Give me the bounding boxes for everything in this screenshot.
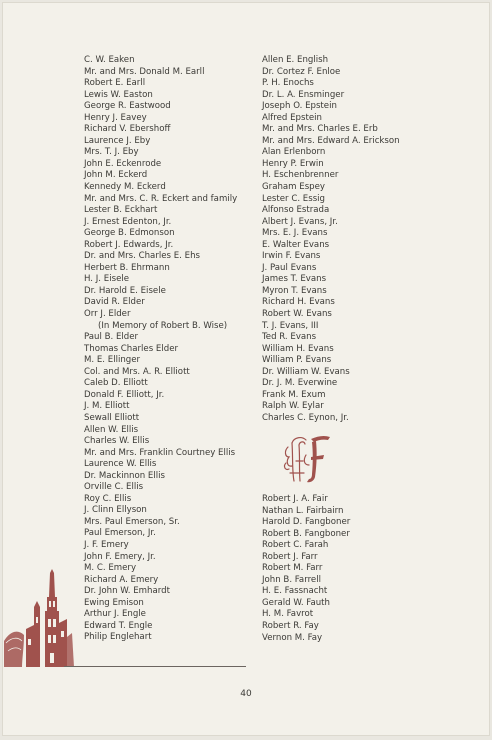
list-item: George B. Edmonson (84, 228, 175, 239)
list-item: J. Clinn Ellyson (84, 505, 147, 516)
list-item: Harold D. Fangboner (262, 517, 351, 528)
list-item: Dr. Harold E. Eisele (84, 285, 166, 296)
list-item: John B. Farrell (262, 574, 321, 585)
page-number: 40 (240, 689, 252, 699)
list-item: George R. Eastwood (84, 101, 171, 112)
list-item: Donald F. Elliott, Jr. (84, 389, 165, 400)
list-item: Paul Emerson, Jr. (84, 528, 156, 539)
list-item: T. J. Evans, III (262, 320, 319, 331)
right-name-column-f (262, 494, 350, 644)
list-item: Orville C. Ellis (84, 482, 144, 493)
list-item: Henry J. Eavey (84, 112, 147, 123)
list-item: Richard V. Ebershoff (84, 124, 171, 135)
left-name-column (84, 55, 237, 644)
list-item: Lester C. Essig (262, 193, 326, 204)
list-item: Dr. Mackinnon Ellis (84, 470, 165, 481)
list-item: H. M. Favrot (262, 609, 314, 620)
list-item: Nathan L. Fairbairn (262, 505, 344, 516)
list-item: Lewis W. Easton (84, 89, 153, 100)
memorial-note: (In Memory of Robert B. Wise) (98, 320, 228, 331)
list-item: Joseph O. Epstein (262, 101, 337, 112)
list-item: M. E. Ellinger (84, 355, 141, 366)
list-item: Robert C. Farah (262, 540, 329, 551)
list-item: Laurence W. Ellis (84, 459, 157, 470)
list-item: Alan Erlenborn (262, 147, 326, 158)
list-item: Alfonso Estrada (262, 205, 330, 216)
list-item: Roy C. Ellis (84, 493, 132, 504)
list-item: Charles W. Ellis (84, 436, 150, 447)
list-item: Graham Espey (262, 182, 326, 193)
list-item: J. Ernest Edenton, Jr. (84, 216, 172, 227)
list-item: John E. Eckenrode (84, 158, 162, 169)
list-item: Dr. L. A. Ensminger (262, 89, 345, 100)
list-item: Herbert B. Ehrmann (84, 262, 170, 273)
list-item: Frank M. Exum (262, 389, 326, 400)
list-item: Mrs. T. J. Eby (84, 147, 139, 158)
list-item: Mr. and Mrs. Donald M. Earll (84, 66, 205, 77)
list-item: William P. Evans (262, 355, 332, 366)
illuminated-letter-f-icon (280, 433, 334, 485)
list-item: Thomas Charles Elder (84, 343, 179, 354)
list-item: M. C. Emery (84, 563, 137, 574)
list-item: Ralph W. Eylar (262, 401, 324, 412)
list-item: Robert J. Edwards, Jr. (84, 239, 174, 250)
list-item: Robert W. Evans (262, 309, 332, 320)
list-item: H. J. Eisele (84, 274, 130, 285)
list-item: Mr. and Mrs. Franklin Courtney Ellis (84, 447, 236, 458)
list-item: Henry P. Erwin (262, 158, 324, 169)
list-item: J. M. Elliott (84, 401, 130, 412)
list-item: Mr. and Mrs. C. R. Eckert and family (84, 193, 238, 204)
footer-rule (64, 666, 246, 667)
list-item: Philip Englehart (84, 632, 152, 643)
list-item: Richard H. Evans (262, 297, 335, 308)
list-item: Robert E. Earll (84, 78, 146, 89)
list-item: Sewall Elliott (84, 412, 140, 423)
list-item: Allen E. English (262, 55, 329, 65)
list-item: Paul B. Elder (84, 332, 139, 343)
list-item: Orr J. Elder (84, 309, 131, 320)
list-item: Mr. and Mrs. Charles E. Erb (262, 124, 378, 135)
list-item: Vernon M. Fay (262, 632, 323, 643)
list-item: Robert J. A. Fair (262, 494, 328, 504)
list-item: Albert J. Evans, Jr. (262, 216, 338, 227)
list-item: Dr. Cortez F. Enloe (262, 66, 341, 77)
list-item: Ewing Emison (84, 597, 144, 608)
list-item: Dr. William W. Evans (262, 366, 350, 377)
list-item: David R. Elder (84, 297, 145, 308)
list-item: Dr. John W. Emhardt (84, 586, 170, 597)
list-item: Mr. and Mrs. Edward A. Erickson (262, 135, 400, 146)
list-item: C. W. Eaken (84, 55, 135, 65)
list-item: Lester B. Eckhart (84, 205, 158, 216)
list-item: Mrs. Paul Emerson, Sr. (84, 516, 180, 527)
list-item: Robert J. Farr (262, 551, 318, 562)
church-steeple-icon (4, 567, 76, 667)
list-item: H. Eschenbrenner (262, 170, 339, 181)
list-item: J. Paul Evans (262, 262, 317, 273)
list-item: Mrs. E. J. Evans (262, 228, 328, 239)
list-item: Alfred Epstein (262, 112, 322, 123)
list-item: P. H. Enochs (262, 78, 314, 89)
list-item: Myron T. Evans (262, 285, 327, 296)
list-item: Irwin F. Evans (262, 251, 321, 262)
list-item: E. Walter Evans (262, 239, 330, 250)
list-item: Caleb D. Elliott (84, 378, 148, 389)
list-item: Laurence J. Eby (84, 135, 151, 146)
list-item: John M. Eckerd (84, 170, 148, 181)
list-item: Robert R. Fay (262, 621, 319, 632)
list-item: Gerald W. Fauth (262, 597, 330, 608)
list-item: William H. Evans (262, 343, 334, 354)
list-item: Col. and Mrs. A. R. Elliott (84, 366, 190, 377)
list-item: Dr. and Mrs. Charles E. Ehs (84, 251, 200, 262)
list-item: Robert M. Farr (262, 563, 323, 574)
list-item: Edward T. Engle (84, 620, 153, 631)
list-item: Arthur J. Engle (84, 609, 146, 620)
list-item: Charles C. Eynon, Jr. (262, 412, 349, 423)
list-item: John F. Emery, Jr. (84, 551, 156, 562)
list-item: Ted R. Evans (262, 332, 317, 343)
list-item: Richard A. Emery (84, 574, 159, 585)
right-name-column-e (262, 55, 400, 425)
list-item: Dr. J. M. Everwine (262, 378, 338, 389)
list-item: James T. Evans (262, 274, 327, 285)
list-item: J. F. Emery (84, 539, 129, 550)
list-item: H. E. Fassnacht (262, 586, 328, 597)
list-item: Robert B. Fangboner (262, 528, 350, 539)
list-item: Allen W. Ellis (84, 424, 139, 435)
list-item: Kennedy M. Eckerd (84, 182, 166, 193)
document-page (2, 2, 490, 736)
